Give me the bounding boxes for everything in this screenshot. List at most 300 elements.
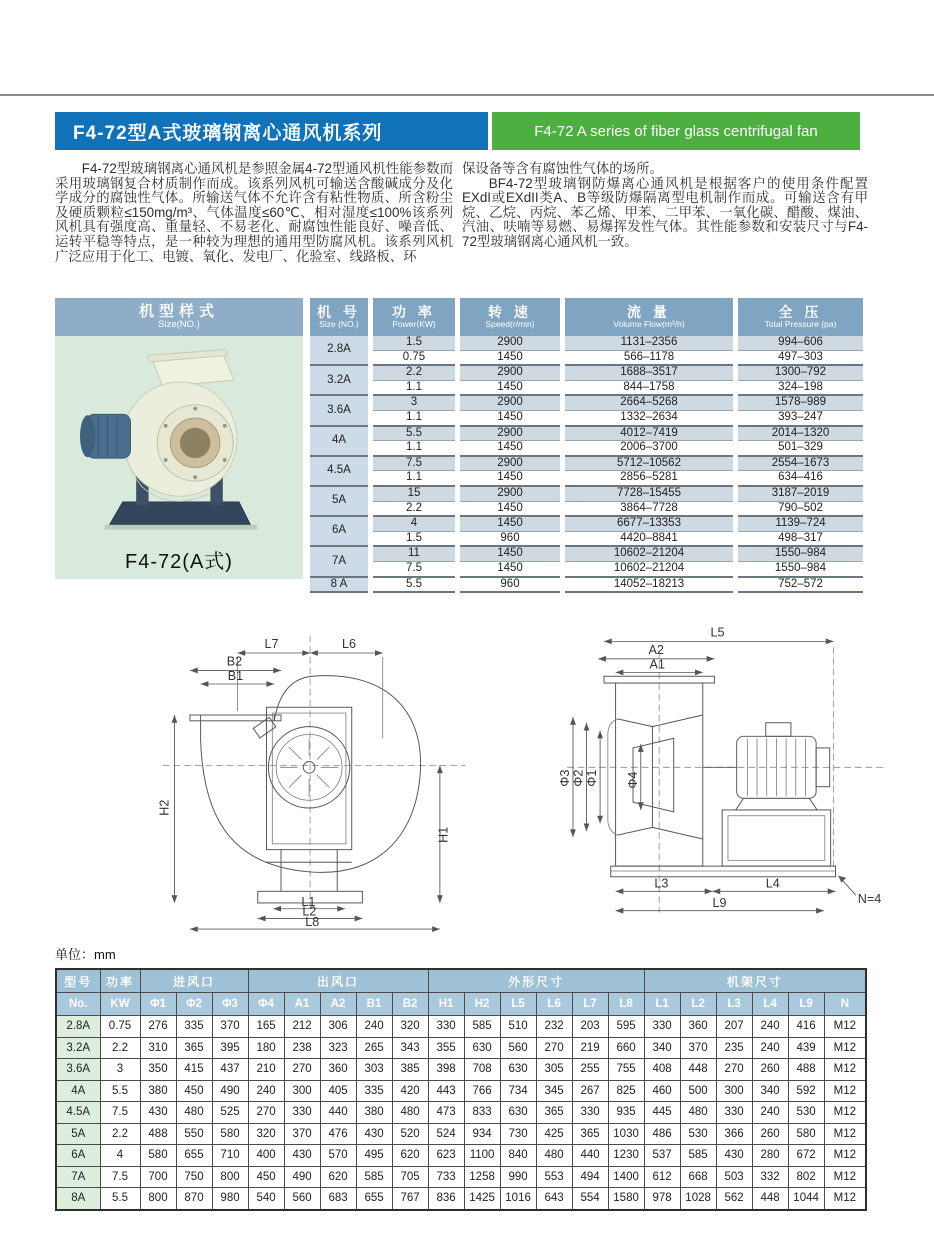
performance-row (310, 381, 863, 397)
performance-table-header-row (310, 298, 863, 336)
dimension-column-header: KW (100, 993, 140, 1016)
dimension-value-cell: 350 (140, 1059, 176, 1081)
photo-panel-header (55, 298, 303, 336)
svg-text:B2: B2 (226, 654, 243, 669)
performance-value-cell: 7728–15455 (565, 487, 733, 502)
dimension-value-cell: M12 (824, 1059, 866, 1081)
performance-value-cell: 2554–1673 (738, 457, 863, 472)
dimension-value-cell: 620 (392, 1145, 428, 1167)
dimension-table (55, 968, 867, 1211)
dimension-value-cell: M12 (824, 1145, 866, 1167)
dimension-value-cell: 480 (392, 1102, 428, 1124)
dimension-value-cell: 165 (248, 1016, 284, 1038)
dimension-value-cell: 643 (536, 1188, 572, 1210)
dimension-value-cell: 0.75 (100, 1016, 140, 1038)
dimension-value-cell: M12 (824, 1037, 866, 1059)
intro-paragraph-right-1: 保设备等含有腐蚀性气体的场所。 (462, 161, 663, 176)
dimension-value-cell: 734 (500, 1080, 536, 1102)
dimension-value-cell: 320 (248, 1123, 284, 1145)
dimension-column-header: Φ1 (140, 993, 176, 1016)
dimension-column-header: Φ3 (212, 993, 248, 1016)
svg-text:Φ3: Φ3 (558, 769, 573, 787)
dimension-value-cell: 2.2 (100, 1037, 140, 1059)
dimension-value-cell: 430 (356, 1123, 392, 1145)
dimension-value-cell: 276 (140, 1016, 176, 1038)
dimension-column-header: L4 (752, 993, 788, 1016)
dimension-value-cell: 1028 (680, 1188, 716, 1210)
dimension-value-cell: 623 (428, 1145, 464, 1167)
dimension-value-cell: 5.5 (100, 1080, 140, 1102)
dimension-value-cell: 420 (392, 1080, 428, 1102)
dimension-value-cell: 443 (428, 1080, 464, 1102)
dimension-value-cell: 836 (428, 1188, 464, 1210)
dimension-value-cell: 480 (536, 1145, 572, 1167)
performance-value-cell: 1450 (460, 517, 560, 532)
dimension-value-cell: 430 (140, 1102, 176, 1124)
performance-value-cell: 1.5 (373, 532, 455, 548)
dimension-value-cell: 210 (248, 1059, 284, 1081)
dimension-value-cell: 833 (464, 1102, 500, 1124)
dimension-value-cell: 330 (644, 1016, 680, 1038)
dimension-value-cell: 340 (644, 1037, 680, 1059)
performance-value-cell: 3 (373, 396, 455, 411)
svg-text:L3: L3 (654, 876, 669, 891)
model-cell: 5A (56, 1123, 100, 1145)
dimension-value-cell: 530 (680, 1123, 716, 1145)
dimension-value-cell: 750 (176, 1166, 212, 1188)
dimension-value-cell: 240 (752, 1102, 788, 1124)
dimension-column-header: L7 (572, 993, 608, 1016)
performance-value-cell: 15 (373, 487, 455, 502)
dimension-value-cell: 330 (716, 1102, 752, 1124)
dimension-value-cell: 370 (284, 1123, 320, 1145)
dimension-value-cell: 530 (788, 1102, 824, 1124)
dimension-value-cell: 270 (284, 1059, 320, 1081)
performance-value-cell: 844–1758 (565, 381, 733, 397)
dimension-value-cell: 494 (572, 1166, 608, 1188)
performance-value-cell: 393–247 (738, 411, 863, 427)
dimension-column-header: Φ4 (248, 993, 284, 1016)
dimension-value-cell: 520 (392, 1123, 428, 1145)
performance-value-cell: 0.75 (373, 351, 455, 367)
performance-column-header: 转 速 Speed(r/min) (460, 298, 560, 336)
performance-value-cell: 994–606 (738, 336, 863, 351)
dimension-group-header: 出风口 (248, 969, 428, 993)
dimension-value-cell: 733 (428, 1166, 464, 1188)
dimension-value-cell: 1016 (500, 1188, 536, 1210)
performance-column-header: 流 量 Volume Flow(m³/h) (565, 298, 733, 336)
svg-text:H2: H2 (157, 799, 172, 816)
dimension-value-cell: 440 (320, 1102, 356, 1124)
dimension-column-header: H1 (428, 993, 464, 1016)
performance-value-cell: 2006–3700 (565, 441, 733, 457)
performance-value-cell: 2.2 (373, 502, 455, 518)
dimension-value-cell: 480 (176, 1102, 212, 1124)
intro-paragraph-right-2: BF4-72型玻璃钢防爆离心通风机是根据客户的使用条件配置EXdI或EXdII类A、B等级防爆隔离型电机制作而成。可输送含有甲烷、乙烷、丙烷、苯乙烯、甲苯、二甲苯、一氧化碳、醋酸、煤油、汽油、呋喃等易燃、易爆挥发性气体。其性能参数和安装尺寸与F4-72型玻璃钢离心通风机一致。 (462, 175, 868, 249)
dimension-value-cell: 630 (500, 1059, 536, 1081)
dimension-value-cell: 672 (788, 1145, 824, 1167)
performance-row (310, 457, 863, 472)
dimension-row (56, 1166, 866, 1188)
performance-row (310, 427, 863, 442)
dimension-value-cell: 240 (248, 1080, 284, 1102)
dimension-value-cell: 488 (788, 1059, 824, 1081)
performance-value-cell: 1.1 (373, 411, 455, 427)
dimension-value-cell: 490 (284, 1166, 320, 1188)
dimension-value-cell: 1425 (464, 1188, 500, 1210)
dimension-value-cell: 668 (680, 1166, 716, 1188)
svg-text:N=4: N=4 (857, 891, 882, 906)
dimension-row (56, 1016, 866, 1038)
performance-value-cell: 1332–2634 (565, 411, 733, 427)
performance-value-cell: 1450 (460, 441, 560, 457)
dimension-value-cell: 365 (572, 1123, 608, 1145)
performance-row (310, 366, 863, 381)
dimension-column-header: H2 (464, 993, 500, 1016)
performance-value-cell: 1550–984 (738, 562, 863, 578)
dimension-value-cell: 585 (680, 1145, 716, 1167)
performance-row (310, 396, 863, 411)
svg-text:A1: A1 (649, 657, 665, 672)
dimension-group-header: 功率 (100, 969, 140, 993)
dimension-drawing-front-view (552, 622, 902, 932)
model-cell: 3.2A (56, 1037, 100, 1059)
intro-column-right (462, 162, 868, 250)
performance-value-cell: 5.5 (373, 578, 455, 594)
performance-value-cell: 4012–7419 (565, 427, 733, 442)
fan-size-cell: 4A (310, 427, 368, 457)
performance-value-cell: 1450 (460, 547, 560, 562)
performance-column-header: 机 号 Size (NO.) (310, 298, 368, 336)
fan-photo (55, 336, 303, 545)
dimension-value-cell: 238 (284, 1037, 320, 1059)
dimension-value-cell: M12 (824, 1123, 866, 1145)
title-bar-chinese (55, 112, 488, 150)
performance-table-body (310, 336, 863, 593)
performance-row (310, 578, 863, 594)
dimension-value-cell: 510 (500, 1016, 536, 1038)
dimension-column-header: L2 (680, 993, 716, 1016)
dimension-value-cell: 280 (752, 1145, 788, 1167)
dimension-value-cell: 980 (212, 1188, 248, 1210)
performance-value-cell: 5.5 (373, 427, 455, 442)
dimension-column-header: B1 (356, 993, 392, 1016)
performance-value-cell: 2900 (460, 487, 560, 502)
dimension-value-cell: 330 (428, 1016, 464, 1038)
dimension-value-cell: 620 (320, 1166, 356, 1188)
dimension-value-cell: 340 (752, 1080, 788, 1102)
dimension-value-cell: 524 (428, 1123, 464, 1145)
svg-text:Φ4: Φ4 (625, 771, 640, 789)
performance-value-cell: 1550–984 (738, 547, 863, 562)
dimension-row (56, 1059, 866, 1081)
dimension-value-cell: 755 (608, 1059, 644, 1081)
dimension-value-cell: 630 (500, 1102, 536, 1124)
dimension-value-cell: 385 (392, 1059, 428, 1081)
dimension-value-cell: M12 (824, 1080, 866, 1102)
dimension-column-header: No. (56, 993, 100, 1016)
dimension-value-cell: 705 (392, 1166, 428, 1188)
dimension-value-cell: 440 (572, 1145, 608, 1167)
dimension-value-cell: 335 (356, 1080, 392, 1102)
dimension-value-cell: 5.5 (100, 1188, 140, 1210)
dimension-value-cell: 305 (536, 1059, 572, 1081)
dimension-column-header: L9 (788, 993, 824, 1016)
dimension-value-cell: 460 (644, 1080, 680, 1102)
dimension-value-cell: 270 (536, 1037, 572, 1059)
dimension-value-cell: 345 (536, 1080, 572, 1102)
dimension-value-cell: 400 (248, 1145, 284, 1167)
dimension-value-cell: 450 (248, 1166, 284, 1188)
dimension-value-cell: 260 (752, 1123, 788, 1145)
performance-value-cell: 14052–18213 (565, 578, 733, 594)
performance-value-cell: 1.5 (373, 336, 455, 351)
fan-size-cell: 8 A (310, 578, 368, 594)
dimension-value-cell: 416 (788, 1016, 824, 1038)
performance-value-cell: 10602–21204 (565, 547, 733, 562)
photo-header-en: Size(NO.) (158, 318, 200, 330)
dimension-group-header: 机架尺寸 (644, 969, 866, 993)
performance-spec-section (55, 298, 868, 590)
dimension-value-cell: 180 (248, 1037, 284, 1059)
performance-value-cell: 1450 (460, 471, 560, 487)
dimension-value-cell: 300 (716, 1080, 752, 1102)
dimension-value-cell: 870 (176, 1188, 212, 1210)
svg-text:B1: B1 (227, 669, 244, 684)
fan-size-cell: 7A (310, 547, 368, 577)
performance-value-cell: 2664–5268 (565, 396, 733, 411)
performance-value-cell: 2856–5281 (565, 471, 733, 487)
dimension-row (56, 1037, 866, 1059)
svg-text:L2: L2 (302, 904, 317, 919)
dimension-value-cell: 3 (100, 1059, 140, 1081)
dimension-value-cell: 1030 (608, 1123, 644, 1145)
dimension-column-header: A2 (320, 993, 356, 1016)
performance-row (310, 471, 863, 487)
top-rule (0, 94, 934, 96)
dimension-value-cell: 480 (680, 1102, 716, 1124)
dimension-value-cell: 365 (536, 1102, 572, 1124)
dimension-value-cell: 710 (212, 1145, 248, 1167)
dimension-value-cell: 437 (212, 1059, 248, 1081)
fan-size-cell: 6A (310, 517, 368, 547)
dimension-value-cell: 490 (212, 1080, 248, 1102)
performance-row (310, 336, 863, 351)
performance-table (305, 298, 868, 593)
dimension-column-header: L5 (500, 993, 536, 1016)
dimension-column-header: B2 (392, 993, 428, 1016)
dimension-column-header: L6 (536, 993, 572, 1016)
dimension-value-cell: 1044 (788, 1188, 824, 1210)
photo-header-cn: 机型样式 (138, 303, 219, 321)
performance-row (310, 487, 863, 502)
performance-value-cell: 5712–10562 (565, 457, 733, 472)
dimension-value-cell: 592 (788, 1080, 824, 1102)
performance-value-cell: 1.1 (373, 381, 455, 397)
performance-value-cell: 3864–7728 (565, 502, 733, 518)
dimension-value-cell: 240 (752, 1016, 788, 1038)
dimension-column-header: A1 (284, 993, 320, 1016)
dimension-value-cell: 212 (284, 1016, 320, 1038)
dimension-value-cell: 580 (788, 1123, 824, 1145)
dimension-value-cell: 398 (428, 1059, 464, 1081)
fan-size-cell: 3.6A (310, 396, 368, 426)
photo-caption: F4-72(A式) (125, 551, 233, 573)
svg-text:L1: L1 (301, 894, 316, 909)
model-cell: 4.5A (56, 1102, 100, 1124)
performance-row (310, 351, 863, 367)
fan-size-cell: 3.2A (310, 366, 368, 396)
dimension-value-cell: 240 (356, 1016, 392, 1038)
dimension-column-header: Φ2 (176, 993, 212, 1016)
model-cell: 3.6A (56, 1059, 100, 1081)
performance-value-cell: 1688–3517 (565, 366, 733, 381)
performance-value-cell: 2900 (460, 366, 560, 381)
dimension-value-cell: 335 (176, 1016, 212, 1038)
dimension-value-cell: 7.5 (100, 1102, 140, 1124)
dimension-drawing-side-view (140, 622, 485, 932)
dimension-value-cell: 766 (464, 1080, 500, 1102)
svg-text:Φ1: Φ1 (585, 769, 600, 787)
dimension-value-cell: 219 (572, 1037, 608, 1059)
performance-value-cell: 501–329 (738, 441, 863, 457)
page-title-cn: F4-72型A式玻璃钢离心通风机系列 (73, 122, 383, 144)
dimension-value-cell: 1100 (464, 1145, 500, 1167)
fan-size-cell: 5A (310, 487, 368, 517)
dimension-column-header: L1 (644, 993, 680, 1016)
dimension-value-cell: 270 (248, 1102, 284, 1124)
dimension-value-cell: 473 (428, 1102, 464, 1124)
dimension-value-cell: 439 (788, 1037, 824, 1059)
dimension-row (56, 1145, 866, 1167)
svg-text:L6: L6 (342, 637, 357, 652)
dimension-value-cell: 303 (356, 1059, 392, 1081)
dimension-value-cell: 366 (716, 1123, 752, 1145)
dimension-value-cell: 323 (320, 1037, 356, 1059)
dimension-value-cell: 370 (212, 1016, 248, 1038)
svg-text:L7: L7 (264, 637, 279, 652)
dimension-value-cell: M12 (824, 1166, 866, 1188)
performance-row (310, 517, 863, 532)
dimension-value-cell: 365 (176, 1037, 212, 1059)
dimension-value-cell: 395 (212, 1037, 248, 1059)
dimension-value-cell: 503 (716, 1166, 752, 1188)
dimension-value-cell: 270 (716, 1059, 752, 1081)
dimension-value-cell: 500 (680, 1080, 716, 1102)
dimension-value-cell: 553 (536, 1166, 572, 1188)
fan-photo-illustration (60, 342, 298, 540)
dimension-value-cell: 708 (464, 1059, 500, 1081)
svg-text:A2: A2 (648, 642, 664, 657)
title-bar-english (492, 112, 860, 150)
dimension-value-cell: 4 (100, 1145, 140, 1167)
dimension-table-group-header-row (56, 969, 866, 993)
performance-value-cell: 1131–2356 (565, 336, 733, 351)
dimension-value-cell: 800 (212, 1166, 248, 1188)
dimension-value-cell: 612 (644, 1166, 680, 1188)
performance-value-cell: 6677–13353 (565, 517, 733, 532)
dimension-value-cell: 1258 (464, 1166, 500, 1188)
svg-text:L4: L4 (765, 876, 780, 891)
dimension-value-cell: 310 (140, 1037, 176, 1059)
model-cell: 6A (56, 1145, 100, 1167)
dimension-value-cell: 570 (320, 1145, 356, 1167)
dimension-value-cell: 207 (716, 1016, 752, 1038)
performance-column-header: 功 率 Power(KW) (373, 298, 455, 336)
dimension-value-cell: 240 (752, 1037, 788, 1059)
performance-value-cell: 4 (373, 517, 455, 532)
performance-value-cell: 960 (460, 532, 560, 548)
dimension-value-cell: 1580 (608, 1188, 644, 1210)
model-photo-panel (55, 298, 303, 579)
dimension-value-cell: 562 (716, 1188, 752, 1210)
dimension-value-cell: 430 (716, 1145, 752, 1167)
dimension-value-cell: 825 (608, 1080, 644, 1102)
dimension-table-sub-header-row (56, 993, 866, 1016)
dimension-value-cell: 934 (464, 1123, 500, 1145)
model-cell: 8A (56, 1188, 100, 1210)
page-title-en: F4-72 A series of fiber glass centrifugal fan (534, 122, 818, 140)
dimension-value-cell: 560 (500, 1037, 536, 1059)
fan-size-cell: 2.8A (310, 336, 368, 366)
dimension-value-cell: 540 (248, 1188, 284, 1210)
performance-row (310, 562, 863, 578)
svg-text:L8: L8 (305, 915, 320, 930)
dimension-group-header: 型号 (56, 969, 100, 993)
intro-column-left (55, 162, 453, 264)
dimension-value-cell: 450 (176, 1080, 212, 1102)
dimension-value-cell: 585 (464, 1016, 500, 1038)
model-cell: 2.8A (56, 1016, 100, 1038)
performance-value-cell: 634–416 (738, 471, 863, 487)
dimension-value-cell: 486 (644, 1123, 680, 1145)
dimension-value-cell: 1230 (608, 1145, 644, 1167)
performance-value-cell: 960 (460, 578, 560, 594)
dimension-value-cell: 232 (536, 1016, 572, 1038)
performance-value-cell: 2900 (460, 336, 560, 351)
dimension-value-cell: 300 (284, 1080, 320, 1102)
performance-row (310, 532, 863, 548)
performance-row (310, 547, 863, 562)
performance-value-cell: 2.2 (373, 366, 455, 381)
dimension-value-cell: 448 (752, 1188, 788, 1210)
dimension-value-cell: 408 (644, 1059, 680, 1081)
dimension-value-cell: 935 (608, 1102, 644, 1124)
performance-value-cell: 7.5 (373, 562, 455, 578)
dimension-value-cell: 380 (140, 1080, 176, 1102)
performance-value-cell: 1450 (460, 351, 560, 367)
performance-value-cell: 3187–2019 (738, 487, 863, 502)
dimension-value-cell: M12 (824, 1016, 866, 1038)
dimension-value-cell: 655 (176, 1145, 212, 1167)
dimension-row (56, 1102, 866, 1124)
performance-value-cell: 11 (373, 547, 455, 562)
dimension-value-cell: 320 (392, 1016, 428, 1038)
performance-value-cell: 2900 (460, 427, 560, 442)
dimension-value-cell: 476 (320, 1123, 356, 1145)
dimension-value-cell: 1400 (608, 1166, 644, 1188)
dimension-row (56, 1188, 866, 1210)
performance-value-cell: 566–1178 (565, 351, 733, 367)
dimension-value-cell: 655 (356, 1188, 392, 1210)
dimension-row (56, 1080, 866, 1102)
performance-value-cell: 2900 (460, 396, 560, 411)
performance-value-cell: 7.5 (373, 457, 455, 472)
dimension-value-cell: 445 (644, 1102, 680, 1124)
dimension-value-cell: 978 (644, 1188, 680, 1210)
dimension-value-cell: 330 (284, 1102, 320, 1124)
performance-value-cell: 498–317 (738, 532, 863, 548)
